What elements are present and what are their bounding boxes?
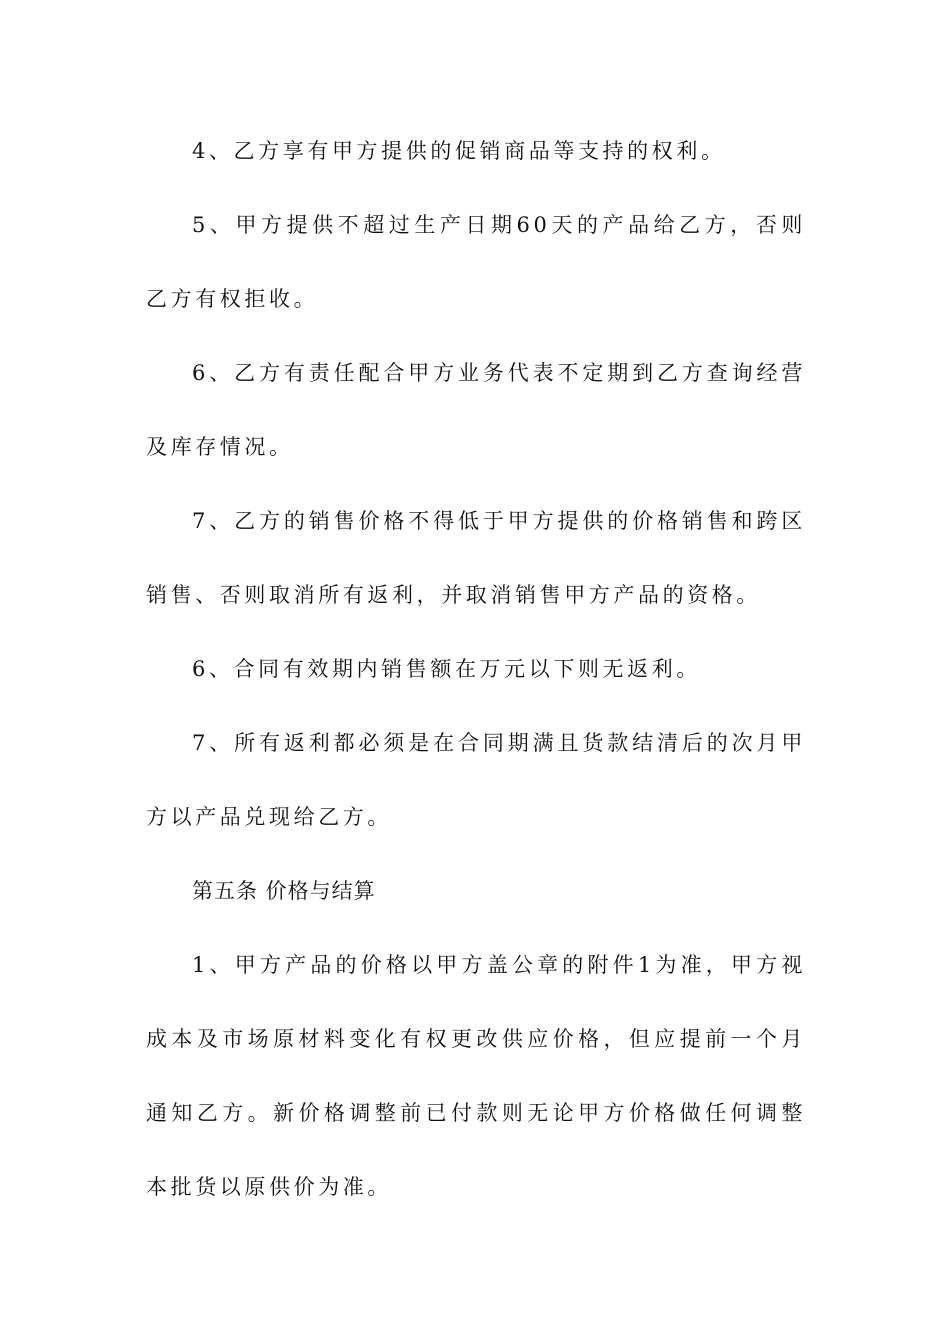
section-heading: 第五条 价格与结算 <box>192 879 376 903</box>
paragraph-clause-5: 5、甲方提供不超过生产日期60天的产品给乙方，否则乙方有权拒收。 <box>146 213 806 311</box>
paragraph-clause-6-rebate: 6、合同有效期内销售额在万元以下则无返利。 <box>192 657 701 681</box>
paragraph-clause-7-rebate: 7、所有返利都必须是在合同期满且货款结清后的次月甲方以产品兑现给乙方。 <box>146 731 806 829</box>
paragraph-price-clause-1: 1、甲方产品的价格以甲方盖公章的附件1为准，甲方视成本及市场原材料变化有权更改供应价格，但应提前一个月通知乙方。新价格调整前已付款则无论甲方价格做任何调整本批货以原供价为准。 <box>146 953 806 1199</box>
paragraph-clause-6: 6、乙方有责任配合甲方业务代表不定期到乙方查询经营及库存情况。 <box>146 361 806 459</box>
paragraph-clause-4: 4、乙方享有甲方提供的促销商品等支持的权利。 <box>192 139 726 163</box>
paragraph-clause-7: 7、乙方的销售价格不得低于甲方提供的价格销售和跨区销售、否则取消所有返利，并取消销售甲方产品的资格。 <box>146 509 806 607</box>
